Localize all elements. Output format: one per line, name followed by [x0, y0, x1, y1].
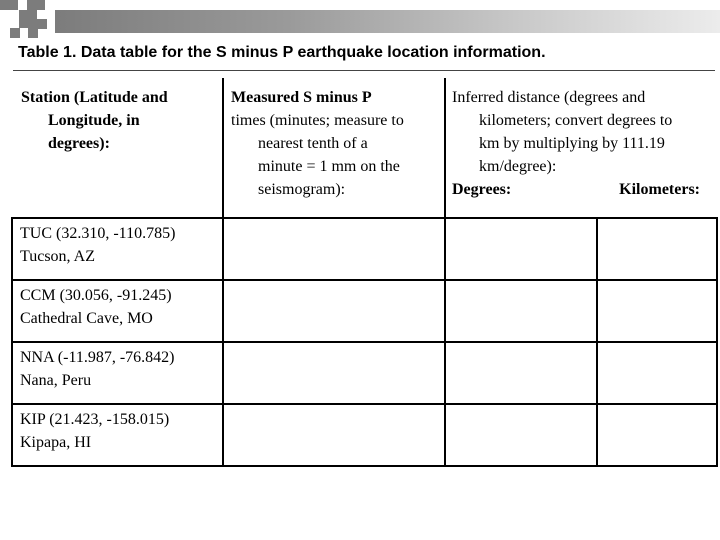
header-station-line: Station (Latitude and — [21, 89, 168, 106]
header-measured — [223, 79, 445, 218]
decor-square — [18, 0, 27, 9]
header-station-line: Longitude, in — [48, 112, 140, 129]
table-row — [12, 342, 717, 404]
measured-cell[interactable] — [223, 342, 445, 404]
decor-square — [0, 0, 18, 10]
station-place: Tucson, AZ — [20, 248, 95, 265]
header-inferred-line: Inferred distance (degrees and — [452, 89, 646, 106]
station-cell — [12, 342, 223, 404]
header-station-line: degrees): — [48, 135, 110, 152]
header-measured-line: times (minutes; measure to — [231, 112, 404, 129]
caption-rule — [13, 70, 715, 71]
table-row — [12, 404, 717, 466]
station-place: Cathedral Cave, MO — [20, 310, 153, 327]
station-name: TUC (32.310, -110.785) — [20, 225, 176, 242]
degrees-cell[interactable] — [445, 404, 597, 466]
degrees-cell[interactable] — [445, 342, 597, 404]
header-inferred-line: km/degree): — [479, 158, 557, 175]
decor-square — [10, 28, 20, 38]
header-row — [12, 79, 717, 218]
station-cell — [12, 404, 223, 466]
station-name: CCM (30.056, -91.245) — [20, 287, 172, 304]
station-cell — [12, 280, 223, 342]
header-inferred-line: km by multiplying by 111.19 — [479, 135, 665, 152]
decor-square — [37, 19, 47, 29]
station-place: Nana, Peru — [20, 372, 92, 389]
kilometers-cell[interactable] — [597, 342, 717, 404]
kilometers-cell[interactable] — [597, 280, 717, 342]
header-station — [12, 79, 223, 218]
data-table — [11, 78, 718, 467]
decor-square — [28, 28, 38, 38]
header-inferred-line: kilometers; convert degrees to — [479, 112, 673, 129]
header-measured-line: seismogram): — [258, 181, 346, 198]
header-measured-line: Measured S minus P — [231, 89, 372, 106]
degrees-cell[interactable] — [445, 280, 597, 342]
table-row — [12, 280, 717, 342]
station-cell — [12, 218, 223, 280]
header-measured-line: minute = 1 mm on the — [258, 158, 400, 175]
kilometers-cell[interactable] — [597, 218, 717, 280]
table-caption: Table 1. Data table for the S minus P earthquake location information. — [18, 44, 546, 61]
decor-square — [27, 0, 45, 10]
kilometers-cell[interactable] — [597, 404, 717, 466]
measured-cell[interactable] — [223, 280, 445, 342]
header-kilometers-label: Kilometers: — [619, 181, 701, 198]
degrees-cell[interactable] — [445, 218, 597, 280]
header-measured-line: nearest tenth of a — [258, 135, 368, 152]
header-inferred — [445, 79, 717, 218]
table-row — [12, 218, 717, 280]
decor-square — [19, 10, 37, 28]
measured-cell[interactable] — [223, 218, 445, 280]
station-place: Kipapa, HI — [20, 434, 92, 451]
station-name: KIP (21.423, -158.015) — [20, 411, 170, 428]
title-gradient-bar — [55, 10, 720, 33]
measured-cell[interactable] — [223, 404, 445, 466]
header-degrees-label: Degrees: — [452, 181, 512, 198]
station-name: NNA (-11.987, -76.842) — [20, 349, 175, 366]
